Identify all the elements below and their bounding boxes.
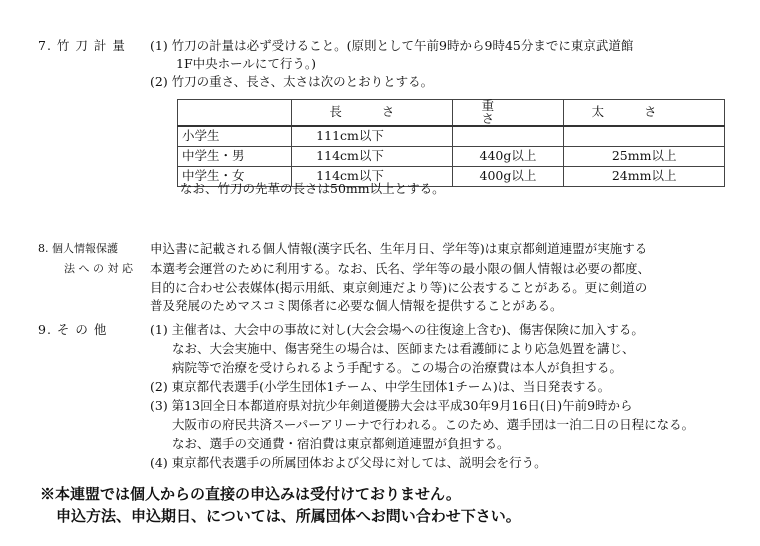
section9-item3-line3: なお、選手の交通費・宿泊費は東京都剣道連盟が負担する。 <box>172 436 510 451</box>
table-cell <box>564 126 725 147</box>
table-cell: 小学生 <box>178 126 292 147</box>
notice-line1: ※本連盟では個人からの直接の申込みは受付けておりません。 <box>40 485 461 503</box>
section7-heading: 7. 竹 刀 計 量 <box>38 38 126 53</box>
shinai-spec-table <box>177 99 725 187</box>
section7-note: なお、竹刀の先革の長さは50mm以上とする。 <box>180 181 445 196</box>
notice-line2: 申込方法、申込期日、については、所属団体へお問い合わせ下さい。 <box>56 507 521 525</box>
table-cell <box>452 126 564 147</box>
table-header-cell: 太さ <box>564 100 725 127</box>
table-cell: 24mm以上 <box>564 167 725 187</box>
section7-item1-line1: (1) 竹刀の計量は必ず受けること。(原則として午前9時から9時45分までに東京武道館 <box>150 38 634 53</box>
section9-item1-line3: 病院等で治療を受けられるよう手配する。この場合の治療費は本人が負担する。 <box>172 360 623 375</box>
table-header-cell <box>178 100 292 127</box>
table-cell: 25mm以上 <box>564 147 725 167</box>
section9-item3-line2: 大阪市の府民共済スーパーアリーナで行われる。このため、選手団は一泊二日の日程になる。 <box>172 417 695 432</box>
section9-item4: (4) 東京都代表選手の所属団体および父母に対しては、説明会を行う。 <box>150 455 547 470</box>
table-header-row <box>178 100 725 127</box>
table-cell: 中学生・女 <box>178 167 292 187</box>
section8-heading-line1: 8. 個人情報保護 <box>38 242 118 255</box>
section8-line-4: 普及発展のためマスコミ関係者に必要な個人情報を提供することがある。 <box>150 298 563 313</box>
table-header-cell: 重さ <box>452 100 564 127</box>
table-cell: 440g以上 <box>452 147 564 167</box>
section8-line-2: 本選考会運営のために利用する。なお、氏名、学年等の最小限の個人情報は必要の都度、 <box>150 261 651 276</box>
table-cell: 111cm以下 <box>292 126 452 147</box>
table-cell: 400g以上 <box>452 167 564 187</box>
section8-heading-line2: 法 へ の 対 応 <box>64 262 133 275</box>
table-row <box>178 147 725 167</box>
section9-heading: 9. そ の 他 <box>38 322 108 337</box>
section9-item1-line1: (1) 主催者は、大会中の事故に対し(大会会場への往復途上含む)、傷害保険に加入する。 <box>150 322 644 337</box>
section9-item1-line2: なお、大会実施中、傷害発生の場合は、医師または看護師により応急処置を講じ、 <box>172 341 635 356</box>
section7-item2: (2) 竹刀の重さ、長さ、太さは次のとおりとする。 <box>150 74 434 89</box>
section9-item3-line1: (3) 第13回全日本都道府県対抗少年剣道優勝大会は平成30年9月16日(日)午前9時から <box>150 398 633 413</box>
table-cell: 114cm以下 <box>292 167 452 187</box>
table-cell: 114cm以下 <box>292 147 452 167</box>
section8-line-1: 申込書に記載される個人情報(漢字氏名、生年月日、学年等)は東京都剣道連盟が実施する <box>150 241 648 256</box>
table-row <box>178 126 725 147</box>
table-cell: 中学生・男 <box>178 147 292 167</box>
section9-item2: (2) 東京都代表選手(小学生団体1チーム、中学生団体1チーム)は、当日発表する。 <box>150 379 611 394</box>
section7-item1-line2: 1F中央ホールにて行う。) <box>176 56 317 71</box>
table-header-cell: 長さ <box>292 100 452 127</box>
section8-line-3: 目的に合わせ公表媒体(掲示用紙、東京剣連だより等)に公表することがある。更に剣道の <box>150 280 648 295</box>
